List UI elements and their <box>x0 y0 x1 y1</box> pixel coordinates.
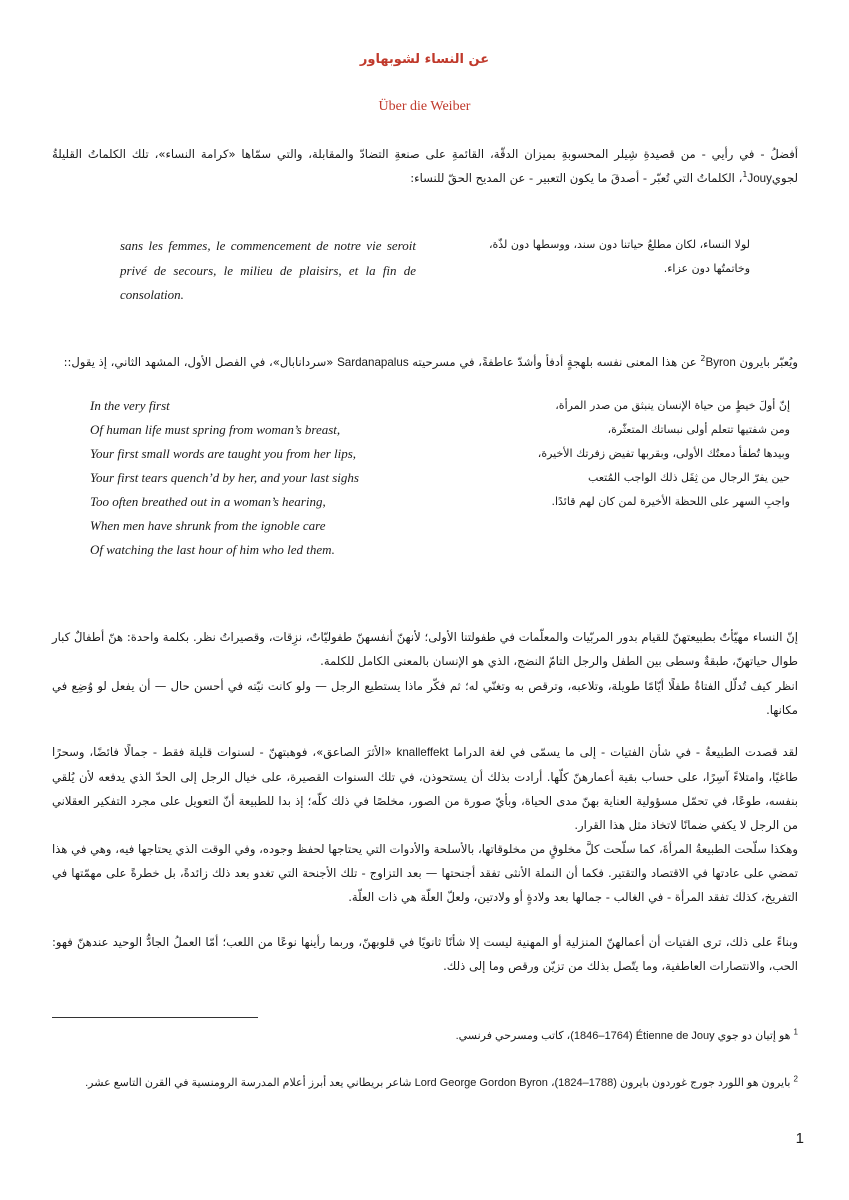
byron-play-name: Sardanapalus <box>337 356 409 369</box>
footnote-1-number: 1 <box>793 1027 798 1037</box>
footnote-separator <box>52 1017 258 1018</box>
footnote-2-text-a: بايرون هو اللورد جورج غوردون بايرون (1788–1824)، <box>547 1077 794 1089</box>
poem-english-line: Your first tears quench’d by her, and your last sighs <box>90 470 359 485</box>
poem-english-line: Of human life must spring from woman’s breast, <box>90 422 341 437</box>
intro-paragraph <box>52 142 798 191</box>
para-3-text-b: «الأثرَ الصاعق»، فوهبتهنّ - لسنوات قليلة فقط - جمالًا فائضًا، وسحرًا طاغيًا، وامتلاءً آسِرًا، على حساب بقية أعمارهنّ كلّها. أرادت بذلك أن يستحوذن، في تلك السنوات القصيرة، على خيال الرجل إلى الحدّ الذي يدفعه لأن يُلقي بنفسه، طوعًا، في تحمّل مسؤولية العناية بهنّ مدى الحياة، وبأيّ صورة من الصور، مخلصًا في ذلك كلّه؛ إذ بدا للطبيعة أنّ التعويل على مجرد التفكير العقلاني من الرجل لا يكفي ضمانًا لاتخاذ مثل هذا القرار. <box>52 745 798 832</box>
footnote-1 <box>52 1027 798 1045</box>
poem-arabic-line: واجبِ السهر على اللحظة الأخيرة لمن كان لهم قائدًا. <box>551 495 790 508</box>
footnote-2-text-b: شاعر بريطاني يعد أبرز أعلام المدرسة الرومنسية في القرن التاسع عشر. <box>85 1077 415 1089</box>
poem-arabic-line: ومن شفتيها تتعلم أولى نبساتك المتعثّرة، <box>607 423 790 436</box>
footnote-ref-1[interactable]: 1 <box>742 170 748 180</box>
paragraph-girl-child: انظر كيف تُدلّل الفتاةُ طفلًا أيّامًا طويلة، وتلاعبه، وترقص به وتغنّي له؛ ثم فكّر ماذا يستطيع الرجل — ولو كانت نيّته في أحسن حال — أن يفعل لو وُضِع في مكانها. <box>52 679 798 717</box>
poem-english-line: Your first small words are taught you from her lips, <box>90 446 357 461</box>
poem-english-line: Too often breathed out in a woman’s hearing, <box>90 494 326 509</box>
footnote-1-text-a: هو إتيان دو جوي <box>714 1030 794 1042</box>
paragraph-nature-arms: وهكذا سلّحت الطبيعةُ المرأةَ، كما سلّحت كلَّ مخلوقٍ من مخلوقاتها، بالأسلحة والأدوات التي يحتاجها لحفظ وجوده، وفي الوقت الذي يحتاجها فيه، وهي في هذا تمضي على عادتها في الاقتصاد والتقتير. فكما أن النملة الأنثى تفقد أجنحتها — بعد التزاوج - تلك الأجنحة التي تغدو بعد ذلك زائدةً، بل خطرةً على مهمّتها في التفريخ، كذلك تفقد المرأة - في الغالب - جمالها بعد ولادةٍ أو ولادتين، ولعلّ العلّة هي ذات العلّة. <box>52 842 798 904</box>
poem-english <box>90 394 430 562</box>
byron-text-a: ويُعبّر بايرون <box>735 355 798 369</box>
knalleffekt-term: knalleffekt <box>396 746 449 759</box>
quote-arabic <box>440 233 750 281</box>
paragraph-conclusion: وبناءً على ذلك، ترى الفتيات أن أعمالهنّ المنزلية أو المهنية ليست إلا شأنًا ثانويًا في قلوبهنّ، وربما رأينها نوعًا من اللعب؛ أمّا العملُ الجادُّ الوحيد عندهنّ فهو: الحب، والانتصارات العاطفية، وما يتّصل بذلك من تزيّن ورقص وما إلى ذلك. <box>52 935 798 973</box>
poem-english-line: Of watching the last hour of him who led them. <box>90 542 335 557</box>
poem-english-line: In the very first <box>90 398 170 413</box>
title-arabic: عن النساء لشوبهاور <box>359 52 490 67</box>
intro-text-a: أفضلُ - في رأيي - من قصيدةِ شِيلر المحسوبةِ بميزان الدقّة، القائمةِ على صنعةِ التضادّ والمقابلة، والتي سمّاها «كرامة النساء»، تلك الكلماتُ القليلةُ لجوي <box>52 147 798 185</box>
poem-english-line: When men have shrunk from the ignoble care <box>90 518 326 533</box>
footnote-ref-2[interactable]: 2 <box>700 354 706 364</box>
intro-jouy-name: Jouy <box>747 172 772 185</box>
byron-intro-paragraph <box>52 350 798 375</box>
footnote-2 <box>52 1074 798 1092</box>
footnote-2-number: 2 <box>793 1074 798 1084</box>
intro-text-b: ، الكلماتُ التي تُعبّر - أصدقَ ما يكون التعبير - عن المديح الحقّ للنساء: <box>410 171 743 185</box>
byron-name: Byron <box>705 356 736 369</box>
footnote-1-text-b: (1764–1846)، كاتب ومسرحي فرنسي. <box>455 1030 636 1042</box>
para-3-text-a: لقد قصدت الطبيعةُ - في شأن الفتيات - إلى ما يسمّى في لغة الدراما <box>448 745 799 759</box>
byron-text-c: «سردانابال»، في الفصل الأول، المشهد الثاني، إذ يقول:: <box>63 355 338 369</box>
paragraph-children: إنّ النساء مهيّأتٌ بطبيعتهنّ للقيام بدور المربّيات والمعلّمات في طفولتنا الأولى؛ لأنهنّ أنفسهنّ طفوليّاتٌ، نزِقات، وقصيراتُ نظر. بكلمة واحدة: هنّ أطفالٌ كبار طوال حياتهنّ، طبقةٌ وسطى بين الطفل والرجل التامّ النضج، الذي هو الإنسان بالمعنى الكامل للكلمة. <box>52 630 798 668</box>
paragraph-nature-effect <box>52 740 798 837</box>
title-german: Über die Weiber <box>378 99 471 114</box>
quote-arabic-line: لولا النساء، لكان مطلعُ حياتنا دون سند، ووسطها دون لذّة، <box>488 238 750 251</box>
byron-text-b: عن هذا المعنى نفسه بلهجةٍ أدفأ وأشدّ عاطفةً، في مسرحيته <box>408 355 701 369</box>
poem-arabic-line: وبيدها تُطفأ دمعتُك الأولى، وبقربها تفيض زفرتك الأخيرة، <box>537 447 790 460</box>
quote-arabic-line: وخاتمتُها دون عزاء. <box>663 262 750 275</box>
footnote-2-name: Lord George Gordon Byron <box>414 1077 548 1089</box>
page-number: 1 <box>795 1130 804 1147</box>
poem-arabic-line: حين يفرّ الرجال من ثِقَل ذلك الواجب المُتعب <box>588 471 790 484</box>
poem-arabic <box>440 394 790 514</box>
quote-french: sans les femmes, le commencement de notre vie seroit privé de secours, le milieu de plaisirs, et la fin de consolation. <box>120 238 416 302</box>
poem-arabic-line: إنّ أولَ خيطٍ من حياة الإنسان ينبثق من صدر المرأة، <box>555 399 790 412</box>
footnote-1-name: Étienne de Jouy <box>635 1030 715 1042</box>
